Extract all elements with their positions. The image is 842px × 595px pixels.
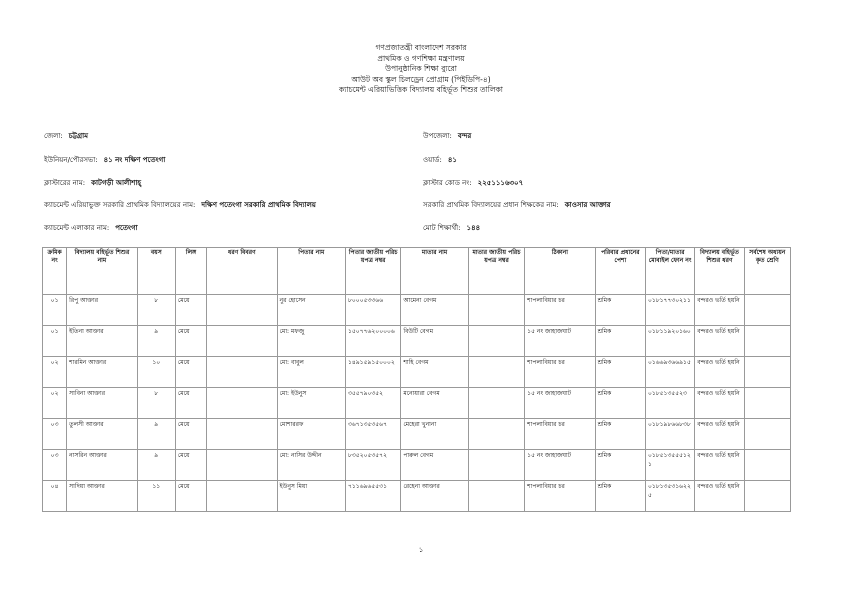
catchment-area-field: ক্যাচমেন্ট এলাকার নাম: পতেংগা	[44, 224, 138, 232]
table-row	[43, 481, 791, 512]
table-cell: মেয়ে	[175, 481, 206, 512]
table-cell: মেয়ে	[175, 388, 206, 419]
table-cell: মো: বাবুল	[277, 357, 345, 388]
table-cell: রিপু আক্তার	[67, 295, 137, 326]
total-students-field: মোট শিক্ষার্থী: ১৪৪	[423, 224, 481, 232]
table-cell	[468, 295, 524, 326]
column-header: সর্বশেষ অধ্যয়নকৃত শ্রেণি	[744, 248, 790, 295]
header-line-3: উপানুষ্ঠানিক শিক্ষা ব্যুরো	[385, 64, 457, 73]
ward-field: ওয়ার্ড: ৪১	[423, 156, 457, 164]
table-cell: ইউনুস মিয়া	[277, 481, 345, 512]
table-cell: ০১৮১৭৭৩০২১১	[645, 295, 694, 326]
table-row	[43, 295, 791, 326]
table-cell: বন্দরও ভর্তি হয়নি	[695, 326, 744, 357]
table-cell: মেয়ে	[175, 357, 206, 388]
column-header: ক্রমিক নং	[43, 248, 67, 295]
table-cell: মেয়ে	[175, 450, 206, 481]
header-line-2: প্রাথমিক ও গণশিক্ষা মন্ত্রণালয়	[377, 53, 465, 63]
table-cell	[744, 295, 790, 326]
table-cell	[468, 388, 524, 419]
table-cell: নুর হোসেন	[277, 295, 345, 326]
table-cell: ৮	[137, 388, 175, 419]
table-cell	[744, 419, 790, 450]
table-cell: ইতিনা আক্তার	[67, 326, 137, 357]
column-header: বয়স	[137, 248, 175, 295]
table-cell: শারমিন আক্তার	[67, 357, 137, 388]
column-header: পরিবার প্রধানের পেশা	[595, 248, 645, 295]
table-cell: বন্দরও ভর্তি হয়নি	[695, 388, 744, 419]
table-cell	[207, 481, 277, 512]
table-cell: সাদিয়া আক্তার	[67, 481, 137, 512]
table-cell: ০১৮১৯৮৬৬৮৩৮	[645, 419, 694, 450]
table-cell	[207, 295, 277, 326]
table-cell: ১১	[137, 481, 175, 512]
table-cell: শ্রমিক	[595, 357, 645, 388]
table-cell: ০২	[43, 388, 67, 419]
table-cell: ৮০০০৫৩৩৬৬	[346, 295, 401, 326]
table-cell: বিউটি বেগম	[401, 326, 468, 357]
table-cell: ৩৫৫৭৯০৩৫২	[346, 388, 401, 419]
table-cell: বন্দরও ভর্তি হয়নি	[695, 450, 744, 481]
table-cell: ০১৮৫১৩৫৫২৩	[645, 388, 694, 419]
table-cell: ১০	[137, 357, 175, 388]
table-cell: পারুল বেগম	[401, 450, 468, 481]
column-header: বিদ্যালয় বহির্ভূত শিশুর নাম	[67, 248, 137, 295]
table-cell: শাপলাবিয়ার চর	[525, 295, 595, 326]
table-cell: ৩৬৭১৩৫৩৫৬৭	[346, 419, 401, 450]
table-cell: ০১৮৫১৩৫৫৫১২১	[645, 450, 694, 481]
table-cell	[744, 388, 790, 419]
school-field: ক্যাচমেন্ট এরিয়াভুক্ত সরকারি প্রাথমিক বিদ্যালয়ের নাম: দক্ষিণ পতেংগা সরকারি প্রাথমিক বিদ্যালয়	[44, 201, 316, 209]
header-line-1: গণপ্রজাতন্ত্রী বাংলাদেশ সরকার	[375, 43, 467, 52]
table-cell: মো: নাসির উদ্দীন	[277, 450, 345, 481]
cluster-code-field: ক্লাস্টার কোড নং: ২২৫১১১৬৩০৭	[423, 179, 524, 187]
table-cell: মোশাররফ	[277, 419, 345, 450]
column-header: লিঙ্গ	[175, 248, 206, 295]
table-cell	[744, 450, 790, 481]
table-cell: বন্দরও ভর্তি হয়নি	[695, 357, 744, 388]
table-cell	[207, 388, 277, 419]
cluster-field: ক্লাস্টারের নাম: কাটগড়ী আলীশাহ্	[44, 179, 142, 187]
table-cell: বন্দরও ভর্তি হয়নি	[695, 481, 744, 512]
table-cell: শাপলাবিয়ার চর	[525, 357, 595, 388]
table-cell: মো: মফজু	[277, 326, 345, 357]
table-cell: নাসরিন আক্তার	[67, 450, 137, 481]
table-cell: মেহেরা খুনানা	[401, 419, 468, 450]
table-cell	[468, 419, 524, 450]
table-cell: বন্দরও ভর্তি হয়নি	[695, 419, 744, 450]
table-cell: ০৩	[43, 419, 67, 450]
table-cell: ৯	[137, 419, 175, 450]
table-cell: ১৫ নং জাহাজঘাট	[525, 326, 595, 357]
table-header-row	[43, 248, 791, 295]
column-header: ধরণ বিবরণ	[207, 248, 277, 295]
table-cell: ১৫ নং জাহাজঘাট	[525, 450, 595, 481]
column-header: ঠিকানা	[525, 248, 595, 295]
column-header: পিতার নাম	[277, 248, 345, 295]
table-cell: শাপলাবিয়ার চর	[525, 419, 595, 450]
header-line-5: ক্যাচমেন্ট এরিয়াভিত্তিক বিদ্যালয় বহির্ভূত শিশুর তালিকা	[339, 85, 503, 94]
table-cell: ০১	[43, 295, 67, 326]
table-cell: ০১৮১৩৫৩১৬২২৫	[645, 481, 694, 512]
header-line-4: আউট অব স্কুল চিলড্রেন প্রোগ্রাম (পিইডিপি-৪)	[351, 74, 491, 84]
table-cell: শ্রমিক	[595, 388, 645, 419]
table-cell: ৮	[137, 295, 175, 326]
column-header: মাতার নাম	[401, 248, 468, 295]
document-header	[0, 43, 842, 96]
table-cell: ০২	[43, 357, 67, 388]
table-row	[43, 450, 791, 481]
table-cell	[744, 481, 790, 512]
union-field: ইউনিয়ন/পৌরসভা: ৪১ নং দক্ষিণ পতেংগা	[44, 156, 166, 164]
table-cell: ৯	[137, 450, 175, 481]
table-row	[43, 419, 791, 450]
column-header: বিদ্যালয় বহির্ভূত শিশুর ধরণ	[695, 248, 744, 295]
table-cell	[207, 450, 277, 481]
column-header: পিতা/মাতার মোবাইল ফোন নং	[645, 248, 694, 295]
upazila-field: উপজেলা: বন্দর	[423, 132, 472, 140]
table-cell: শাপলাবিয়ার চর	[525, 481, 595, 512]
children-table	[42, 247, 791, 512]
table-cell: রেহেনা আক্তার	[401, 481, 468, 512]
district-field: জেলা: চট্টগ্রাম	[44, 132, 89, 140]
table-cell: ০১৬৬৯৩৬৬৯১৫	[645, 357, 694, 388]
table-cell: ১৫ নং জাহাজঘাট	[525, 388, 595, 419]
table-cell	[207, 326, 277, 357]
table-cell: মেয়ে	[175, 419, 206, 450]
table-cell: ১৪৯১৫৯১৫০০০২	[346, 357, 401, 388]
table-cell	[744, 326, 790, 357]
table-cell: ৮৩৫২০৫৩৫৭২	[346, 450, 401, 481]
table-cell: মনোয়ারা বেগম	[401, 388, 468, 419]
table-cell: শ্রমিক	[595, 481, 645, 512]
table-row	[43, 357, 791, 388]
table-cell: ৭১১৬৯৬৫৫৩১	[346, 481, 401, 512]
column-header: পিতার জাতীয় পরিচয়পত্র নম্বর	[346, 248, 401, 295]
table-cell: শ্রমিক	[595, 419, 645, 450]
table-cell	[744, 357, 790, 388]
table-cell: শ্রমিক	[595, 295, 645, 326]
table-cell: মেয়ে	[175, 295, 206, 326]
table-row	[43, 326, 791, 357]
table-cell: মেয়ে	[175, 326, 206, 357]
table-cell: সাবিনা আক্তার	[67, 388, 137, 419]
table-cell: মো: ইউনুস	[277, 388, 345, 419]
table-cell: বন্দরও ভর্তি হয়নি	[695, 295, 744, 326]
table-row	[43, 388, 791, 419]
table-cell: তুলসী আক্তার	[67, 419, 137, 450]
table-cell	[468, 450, 524, 481]
column-header: মাতার জাতীয় পরিচয়পত্র নম্বর	[468, 248, 524, 295]
table-cell: ০১	[43, 326, 67, 357]
table-cell	[468, 326, 524, 357]
table-cell: শ্রমিক	[595, 326, 645, 357]
table-cell	[468, 357, 524, 388]
table-cell: আমেনা বেগম	[401, 295, 468, 326]
table-cell: শাহি বেগম	[401, 357, 468, 388]
table-cell: শ্রমিক	[595, 450, 645, 481]
table-cell	[468, 481, 524, 512]
table-cell: ০১৮১১৯২০১৬০	[645, 326, 694, 357]
table-cell	[207, 357, 277, 388]
table-cell: ৯	[137, 326, 175, 357]
head-teacher-field: সরকারি প্রাথমিক বিদ্যালয়ের প্রধান শিক্ষকের নাম: কাওসার আক্তার	[423, 201, 611, 209]
table-cell: ০৪	[43, 481, 67, 512]
page-number: ১	[418, 546, 424, 554]
table-cell	[207, 419, 277, 450]
table-cell: ১৫০৭৭৬২০০০০৬	[346, 326, 401, 357]
table-cell: ০৩	[43, 450, 67, 481]
